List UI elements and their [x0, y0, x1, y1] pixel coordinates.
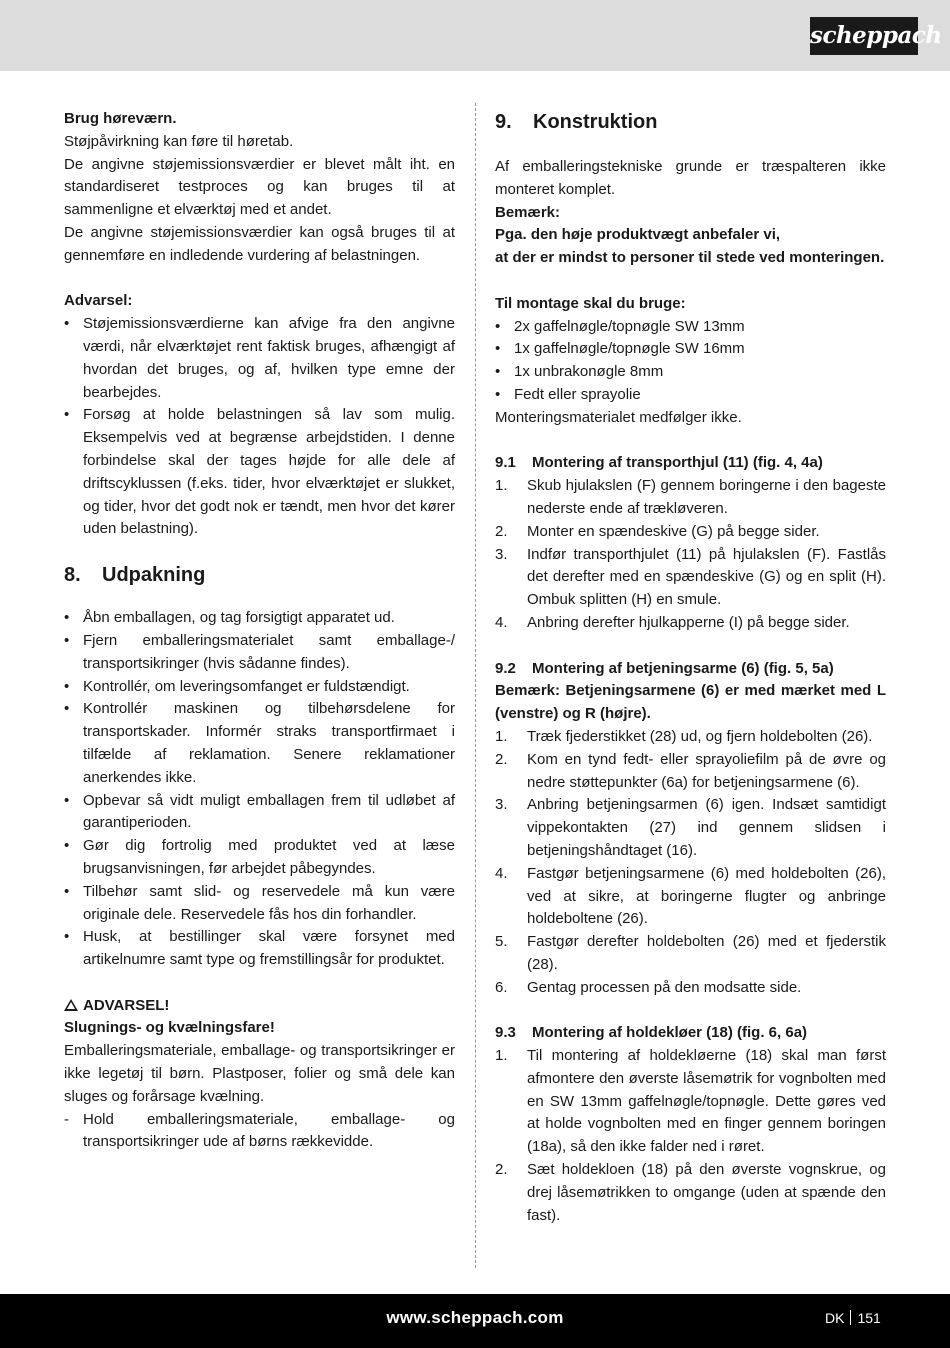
- choking-hazard-title: Slugnings- og kvælningsfare!: [64, 1019, 275, 1037]
- list-item: • 1x unbrakonøgle 8mm: [495, 363, 664, 381]
- choking-list: [64, 1109, 455, 1155]
- list-item: • Forsøg at holde belastningen så lav som mulig. Eksempelvis ved at begrænse arbejdstiden. I denne forbindelse skal der tages højde for alle dele af driftscyklussen (f.eks. tider, hvor elværktøjet er slukket, og tider, hvor det godt nok er tændt, men hvor det kører uden belastning).: [64, 406, 455, 538]
- list-item: 1. Træk fjederstikket (28) ud, og fjern holdebolten (26).: [495, 727, 873, 745]
- warning-list: [64, 313, 455, 541]
- footer-bar: [0, 1294, 950, 1348]
- list-item: 3. Indfør transporthjulet (11) på hjulakslen (F). Fastlås det derefter med en spændeskive (G) og en split (H). Ombuk splitten (H) en smule.: [495, 545, 886, 609]
- list-item: 1. Skub hjulakslen (F) gennem boringerne i den bageste nederste ende af trækløveren.: [495, 477, 886, 517]
- list-item: • Kontrollér maskinen og tilbehørsdelene for transportskader. Informér straks transportfirmaet i tilfælde af reklamation. Senere reklamationer anerkendes ikke.: [64, 700, 455, 786]
- note-line-1: Pga. den høje produktvægt anbefaler vi,: [495, 226, 781, 244]
- list-item: • Støjemissionsværdierne kan afvige fra den angivne værdi, når elværktøjet rent faktisk bruges, afhængigt af hvordan det bruges, og af, hvilken type emne der bearbejdes.: [64, 315, 455, 401]
- section-9-1-heading: 9.1 Montering af transporthjul (11) (fig. 4, 4a): [495, 454, 823, 472]
- section-9-heading: 9. Konstruktion: [495, 111, 658, 133]
- right-column: [495, 108, 886, 1227]
- list-item: 3. Anbring betjeningsarmen (6) igen. Indsæt samtidigt vippekontakten (27) ind gennem slidsen i betjeningshåndtaget (16).: [495, 796, 886, 859]
- noise-text-3: De angivne støjemissionsværdier kan også bruges til at gennemføre en indledende vurdering af belastningen.: [64, 223, 455, 264]
- section-9-1-steps: [495, 475, 886, 635]
- list-item: 4. Anbring derefter hjulkapperne (I) på begge sider.: [495, 613, 850, 631]
- list-item: - Hold emballeringsmateriale, emballage- og transportsikringer ude af børns rækkevidde.: [64, 1110, 455, 1151]
- note-line-2: at der er mindst to personer til stede ved monteringen.: [495, 249, 885, 267]
- left-column: [64, 108, 455, 1154]
- list-item: • Fedt eller sprayolie: [495, 385, 641, 403]
- note-title: Bemærk:: [495, 203, 561, 221]
- noise-text-2: De angivne støjemissionsværdier er blevet målt iht. en standardiseret testproces og kan bruges til at sammenligne et elværktøj med et andet.: [64, 155, 455, 219]
- unpacking-list: [64, 607, 455, 972]
- page-number-value: 151: [857, 1310, 881, 1326]
- scheppach-logo: scheppach: [810, 17, 918, 55]
- warning-triangle-icon: [64, 999, 78, 1011]
- list-item: • 1x gaffelnøgle/topnøgle SW 16mm: [495, 340, 745, 358]
- construction-intro: Af emballeringstekniske grunde er træspalteren ikke monteret komplet.: [495, 158, 886, 198]
- list-item: • Åbn emballagen, og tag forsigtigt apparatet ud.: [64, 609, 395, 627]
- tools-title: Til montage skal du bruge:: [495, 294, 686, 312]
- list-item: • Opbevar så vidt muligt emballagen frem til udløbet af garantiperioden.: [64, 791, 455, 832]
- column-divider: [475, 103, 476, 1268]
- header-bar: [0, 0, 950, 71]
- list-item: 2. Monter en spændeskive (G) på begge sider.: [495, 522, 820, 540]
- list-item: • Husk, at bestillinger skal være forsynet med artikelnumre samt type og fremstillingsår for produktet.: [64, 928, 455, 969]
- section-9-2-steps: [495, 726, 886, 1000]
- list-item: 4. Fastgør betjeningsarmene (6) med holdebolten (26), ved at sikre, at boringerne flugter og anbringe holdeboltene (26).: [495, 864, 886, 928]
- list-item: • 2x gaffelnøgle/topnøgle SW 13mm: [495, 317, 745, 335]
- hearing-protection-title: Brug høreværn.: [64, 110, 177, 127]
- list-item: • Tilbehør samt slid- og reservedele må kun være originale dele. Reservedele fås hos din forhandler.: [64, 882, 455, 923]
- list-item: • Fjern emballeringsmaterialet samt emballage-/ transportsikringer (hvis sådanne findes).: [64, 631, 455, 672]
- list-item: • Gør dig fortrolig med produktet ved at læse brugsanvisningen, før arbejdet påbegyndes.: [64, 837, 455, 877]
- language-code: DK: [825, 1310, 845, 1326]
- noise-text-1: Støjpåvirkning kan føre til høretab.: [64, 132, 294, 150]
- warning-title: Advarsel:: [64, 292, 133, 310]
- list-item: 5. Fastgør derefter holdebolten (26) med et fjederstik (28).: [495, 933, 886, 973]
- separator: [850, 1310, 851, 1325]
- advarsel-heading: ADVARSEL!: [64, 995, 455, 1018]
- section-9-3-steps: [495, 1045, 886, 1227]
- choking-hazard-text: Emballeringsmateriale, emballage- og transportsikringer er ikke legetøj til børn. Plastposer, folier og små dele kan sluges og forårsage kvælning.: [64, 1042, 455, 1105]
- list-item: 2. Sæt holdekloen (18) på den øverste vognskrue, og drej låsemøtrikken to omgange (uden at spænde den fast).: [495, 1161, 886, 1224]
- section-9-3-heading: 9.3 Montering af holdekløer (18) (fig. 6, 6a): [495, 1024, 808, 1042]
- tools-list: [495, 316, 886, 407]
- list-item: 1. Til montering af holdekløerne (18) skal man først afmontere den øverste låsemøtrik for vognbolten med en SW 13mm gaffelnøgle/topnøgle. Dette gøres ved at holde vognbolten med en finger gennem boringen (18a), så den ikke falder ned i røret.: [495, 1047, 886, 1156]
- section-9-2-heading: 9.2 Montering af betjeningsarme (6) (fig. 5, 5a): [495, 659, 834, 677]
- list-item: • Kontrollér, om leveringsomfanget er fuldstændigt.: [64, 677, 410, 695]
- section-9-2-note: Bemærk: Betjeningsarmene (6) er med mærket med L (venstre) og R (højre).: [495, 682, 886, 723]
- footer-url[interactable]: www.scheppach.com: [386, 1308, 564, 1327]
- section-8-heading: 8. Udpakning: [64, 564, 206, 587]
- tools-note: Monteringsmaterialet medfølger ikke.: [495, 408, 742, 426]
- page-number: [825, 1310, 881, 1326]
- list-item: 2. Kom en tynd fedt- eller sprayoliefilm på de øvre og nedre støttepunkter (6a) for betjeningsarmene (6).: [495, 750, 886, 791]
- list-item: 6. Gentag processen på den modsatte side.: [495, 978, 802, 996]
